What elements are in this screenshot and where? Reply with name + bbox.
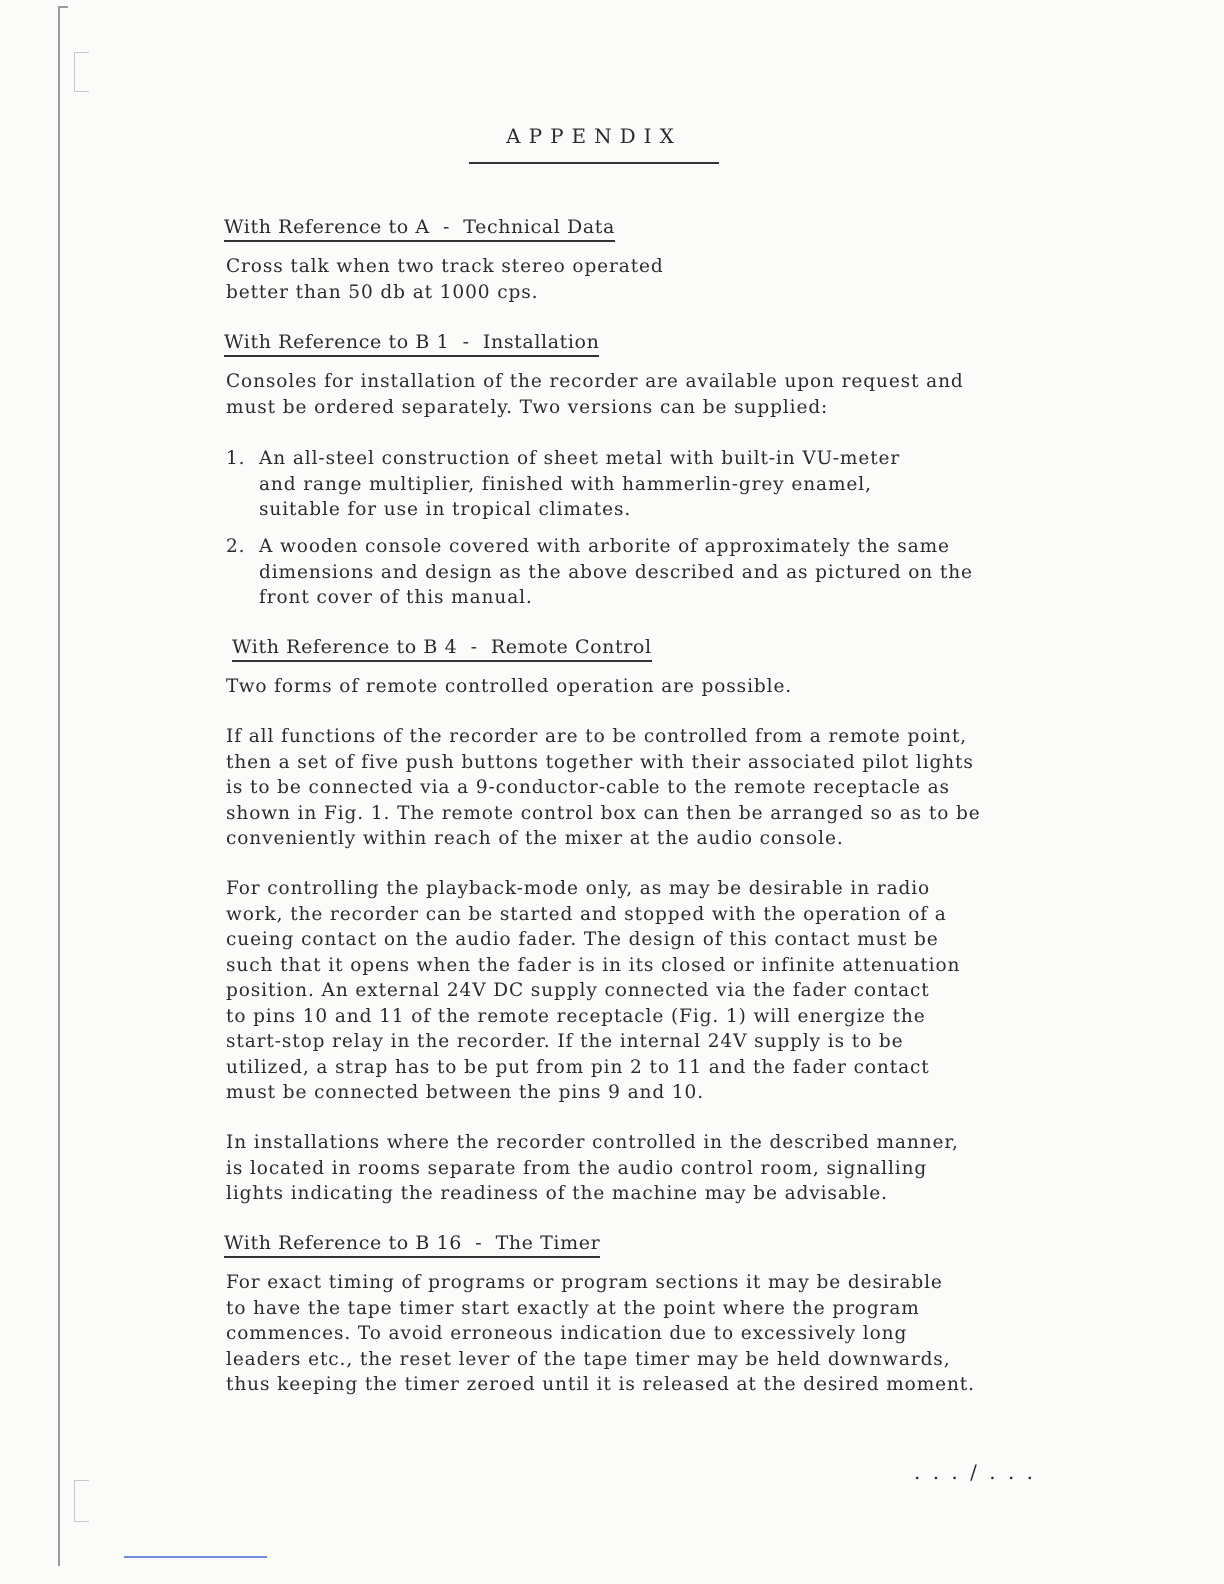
continuation-mark: . . . / . . .	[914, 1460, 1037, 1484]
page-left-edge	[58, 6, 60, 1566]
section-heading-remote-control: With Reference to B 4 - Remote Control	[232, 636, 652, 662]
list-number: 1.	[226, 448, 246, 469]
page-top-edge	[58, 6, 68, 8]
section-heading-timer: With Reference to B 16 - The Timer	[224, 1232, 600, 1258]
binder-hole-top	[74, 52, 89, 92]
paragraph-playback-mode: For controlling the playback-mode only, as may be desirable in radio work, the recorder can be started and stopped with the operation of a cueing contact on the audio fader. The design of this contact must be such that it opens when the fader is in its closed or infinite attenuation position. An external 24V DC supply connected via the fader contact to pins 10 and 11 of the remote receptacle (Fig. 1) will energize the start-stop relay in the recorder. If the internal 24V supply is to be utilized, a strap has to be put from pin 2 to 11 and the fader contact must be connected between the pins 9 and 10.	[226, 878, 961, 1103]
paragraph-installations: In installations where the recorder controlled in the described manner, is located in rooms separate from the audio control room, signalling lights indicating the readiness of the machine may be advisable.	[226, 1132, 959, 1204]
page-title: APPENDIX	[469, 124, 719, 164]
scan-mark	[124, 1556, 267, 1558]
paragraph-timer: For exact timing of programs or program sections it may be desirable to have the tape timer start exactly at the point where the program commences. To avoid erroneous indication due to excessively long leaders etc., the reset lever of the tape timer may be held downwards, thus keeping the timer zeroed until it is released at the desired moment.	[226, 1272, 975, 1395]
paragraph-remote-functions: If all functions of the recorder are to be controlled from a remote point, then a set of five push buttons together with their associated pilot lights is to be connected via a 9-conductor-cable to the remote receptacle as shown in Fig. 1. The remote control box can then be arranged so as to be conveniently within reach of the mixer at the audio console.	[226, 726, 981, 849]
paragraph-remote-forms: Two forms of remote controlled operation are possible.	[226, 676, 793, 697]
paragraph-cross-talk: Cross talk when two track stereo operated better than 50 db at 1000 cps.	[226, 256, 664, 303]
binder-hole-bottom	[74, 1480, 89, 1522]
section-heading-installation: With Reference to B 1 - Installation	[224, 331, 599, 357]
paragraph-consoles: Consoles for installation of the recorder are available upon request and must be ordered separately. Two versions can be supplied:	[226, 371, 964, 418]
section-heading-technical-data: With Reference to A - Technical Data	[224, 216, 615, 242]
list-number: 2.	[226, 536, 246, 557]
